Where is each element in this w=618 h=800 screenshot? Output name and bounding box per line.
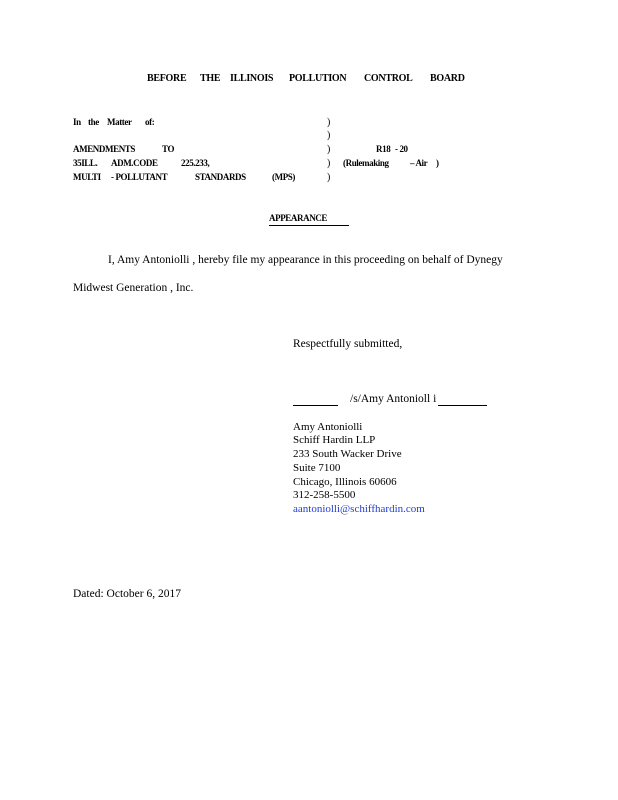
docket-number: - 20 [395, 144, 408, 154]
signature-rule-right [438, 405, 487, 406]
signature-rule-left [293, 405, 338, 406]
closing: Respectfully submitted, [293, 338, 403, 350]
heading-word: ILLINOIS [230, 73, 274, 84]
caption-matter: the [88, 117, 99, 127]
email-link[interactable]: aantoniolli@schiffhardin.com [293, 503, 425, 515]
caption-amendments: TO [162, 144, 175, 154]
firm-name: Schiff Hardin LLP [293, 434, 376, 446]
caption-paren: ) [327, 158, 331, 169]
heading-word: POLLUTION [289, 73, 347, 84]
signatory-name: Amy Antoniolli [293, 421, 363, 433]
suite: Suite 7100 [293, 462, 341, 474]
caption-multi: - POLLUTANT [111, 172, 168, 182]
caption-multi: MULTI [73, 172, 101, 182]
caption-matter: of: [145, 117, 155, 127]
document-title: APPEARANCE [269, 213, 327, 223]
caption-paren: ) [327, 117, 331, 128]
docket-number: R18 [376, 144, 391, 154]
heading-word: THE [200, 73, 221, 84]
caption-matter: In [73, 117, 81, 127]
title-underline [269, 225, 349, 226]
rulemaking-label: – Air [410, 158, 428, 168]
caption-amendments: AMENDMENTS [73, 144, 136, 154]
caption-multi: STANDARDS [195, 172, 246, 182]
caption-code: 225.233, [181, 158, 210, 168]
street-address: 233 South Wacker Drive [293, 448, 402, 460]
signature-line: /s/Amy Antonioll i [350, 393, 437, 405]
phone-number: 312-258-5500 [293, 489, 356, 501]
heading-word: BEFORE [147, 73, 187, 84]
heading-word: CONTROL [364, 73, 413, 84]
city-state-zip: Chicago, Illinois 60606 [293, 476, 397, 488]
caption-paren: ) [327, 172, 331, 183]
body-line: Midwest Generation , Inc. [73, 282, 194, 294]
caption-code: 35ILL. [73, 158, 98, 168]
rulemaking-label: (Rulemaking [343, 158, 389, 168]
caption-code: ADM.CODE [111, 158, 158, 168]
caption-paren: ) [327, 130, 331, 141]
caption-multi: (MPS) [272, 172, 295, 182]
rulemaking-label: ) [436, 158, 439, 168]
caption-paren: ) [327, 144, 331, 155]
caption-matter: Matter [107, 117, 132, 127]
body-line: I, Amy Antoniolli , hereby file my appearance in this proceeding on behalf of Dynegy [108, 254, 503, 266]
heading-word: BOARD [430, 73, 465, 84]
dated-line: Dated: October 6, 2017 [73, 588, 181, 600]
